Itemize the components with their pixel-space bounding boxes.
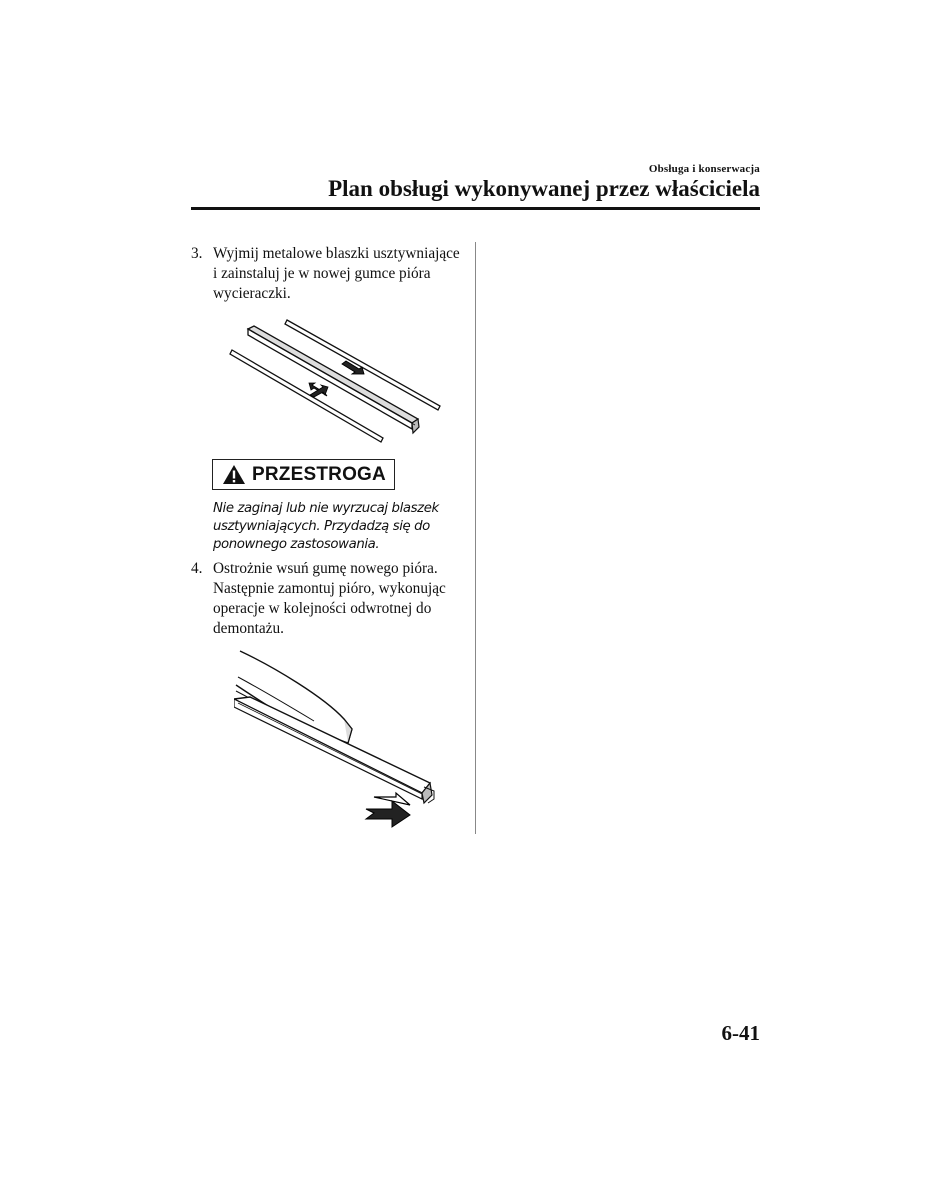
wiper-blade-illustration [234, 647, 438, 829]
header-rule [191, 207, 760, 210]
caution-text: Nie zaginaj lub nie wyrzucaj blaszek usztywniających. Przydadzą się do ponownego zastosowania. [213, 501, 439, 552]
stiffener-strips-illustration [226, 317, 450, 443]
step-text: Wyjmij metalowe blaszki usztywniające i zainstaluj je w nowej gumce pióra wycieraczki. [213, 245, 460, 302]
page-title: Plan obsługi wykonywanej przez właściciela [328, 176, 760, 201]
step-3 [191, 244, 466, 304]
step-number: 3. [191, 245, 203, 262]
caution-box [212, 459, 395, 490]
section-label: Obsługa i konserwacja [648, 163, 760, 175]
column-divider [475, 242, 476, 834]
caution-label: PRZESTROGA [252, 463, 386, 485]
step-4 [191, 559, 466, 639]
step-text: Ostrożnie wsuń gumę nowego pióra. Następnie zamontuj pióro, wykonując operacje w kolejności odwrotnej do demontażu. [213, 560, 446, 637]
step-number: 4. [191, 560, 203, 577]
warning-triangle-icon [222, 464, 246, 485]
page-number: 6-41 [721, 1021, 760, 1045]
